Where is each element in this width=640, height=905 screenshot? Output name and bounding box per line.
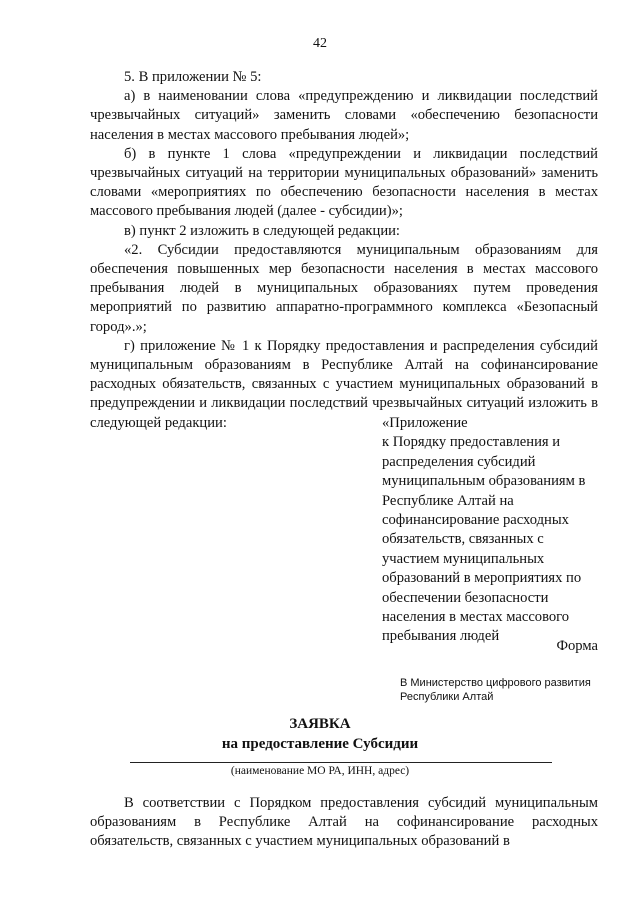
appendix-line: к Порядку предоставления и [382,434,561,451]
addressee-block [400,676,591,704]
fill-in-line [130,762,552,763]
appendix-line: участием муниципальных [382,550,545,567]
appendix-line: «Приложение [382,415,468,431]
item-5-heading: 5. В приложении № 5: [124,69,262,85]
appendix-reference-block [382,414,606,647]
item-d-paragraph: г) приложение № 1 к Порядку предоставления и распределения субсидий муниципальным образованиям в Республике Алтай на софинансирование расходных обязательств, связанных с участием муниципальных образований в предупреждении и ликвидации последствий чрезвычайных ситуаций изложить в следующей редакции: [90,337,598,431]
addressee-line-1: В Министерство цифрового развития [400,677,591,689]
item-c-paragraph: в) пункт 2 изложить в следующей редакции: [124,222,400,239]
request-subtitle: на предоставление Субсидии [221,736,419,752]
amendment-text [90,68,598,433]
request-heading [0,714,640,754]
closing-paragraph: В соответствии с Порядком предоставления субсидий муниципальным образованиям в Республике Алтай на софинансирование расходных обязательств, связанных с участием муниципальных образований в [90,795,598,850]
appendix-line: пребывания людей [382,628,500,645]
appendix-line: муниципальным образованиям в [382,473,586,490]
appendix-line: распределения субсидий [382,453,536,470]
appendix-line: образований в мероприятиях по [382,570,582,587]
appendix-line: обязательств, связанных с [382,531,544,548]
page-number: 42 [313,36,327,51]
form-label: Форма [556,638,598,654]
item-c-quote-paragraph: «2. Субсидии предоставляются муниципальным образованиям для обеспечения повышенных мер безопасности населения в местах массового пребывания людей в муниципальных образованиях путем проведения мероприятий по развитию аппаратно-программного комплекса «Безопасный город».»; [90,241,598,335]
item-a-paragraph: а) в наименовании слова «предупреждению и ликвидации последствий чрезвычайных ситуаций» заменить словами «обеспечению безопасности населения в местах массового пребывания людей»; [90,88,598,143]
appendix-line: обеспечении безопасности [382,589,549,606]
appendix-line: населения в местах массового [382,609,570,626]
appendix-line: софинансирование расходных [382,512,569,529]
item-b-paragraph: б) в пункте 1 слова «предупреждении и ликвидации последствий чрезвычайных ситуаций на территории муниципальных образований» заменить словами «мероприятиях по обеспечению безопасности населения в местах массового пребывания людей (далее - субсидии)»; [90,145,598,220]
fill-in-caption: (наименование МО РА, ИНН, адрес) [230,765,410,777]
request-title: ЗАЯВКА [289,716,351,732]
request-body [90,794,598,852]
addressee-line-2: Республики Алтай [400,691,494,703]
appendix-line: Республике Алтай на [382,492,514,509]
